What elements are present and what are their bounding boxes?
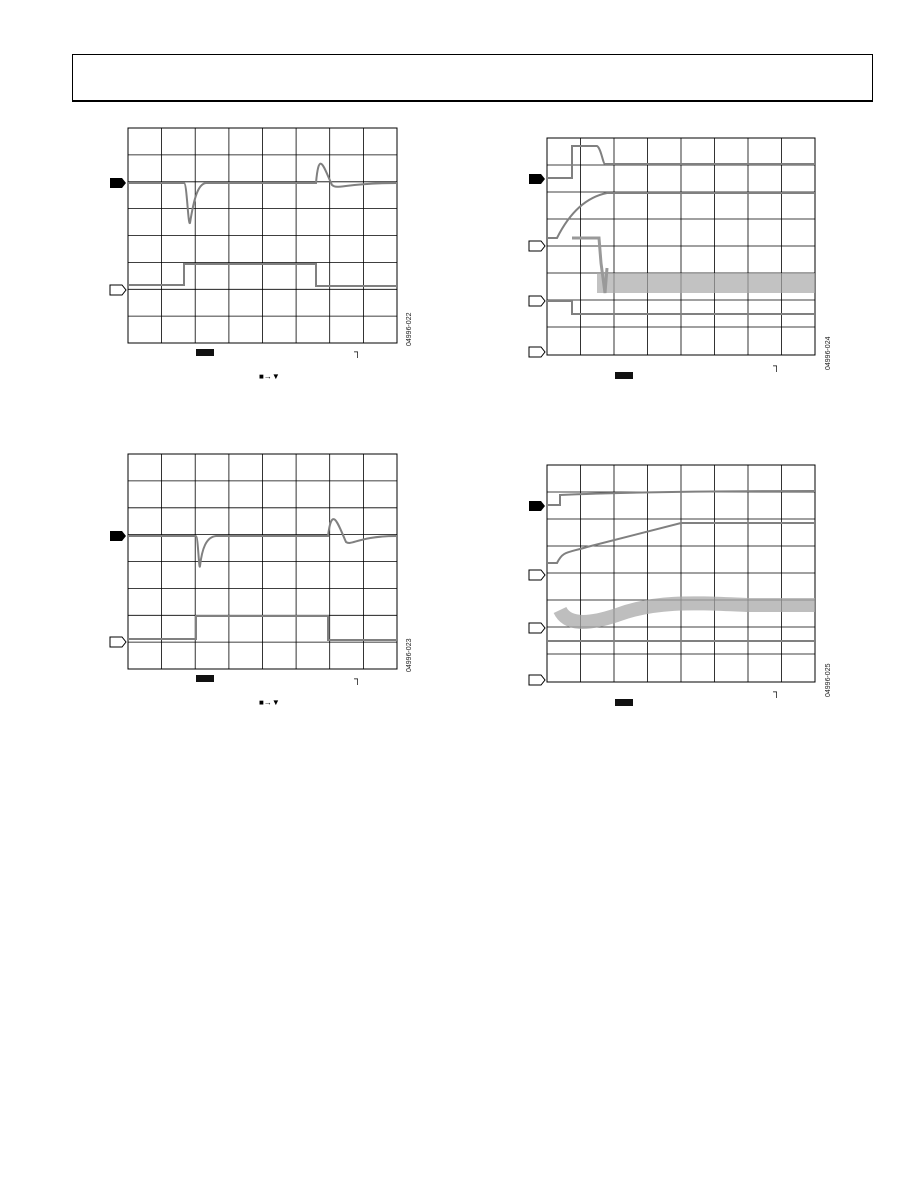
scope-2-grid: [547, 138, 815, 355]
scope-1-grid: [128, 128, 397, 343]
channel-marker-icon: [110, 178, 126, 188]
figure-code: 04996-024: [825, 336, 832, 370]
figure-code: 04996-022: [406, 312, 413, 346]
channel-marker-icon: [529, 675, 545, 685]
channel-marker-icon: [529, 174, 545, 184]
channel-label-block: [615, 372, 633, 379]
oscilloscope-figure-3: [108, 454, 413, 707]
channel-marker-icon: [529, 347, 545, 357]
channel-marker-icon: [110, 285, 126, 295]
scope-3-screen: [108, 454, 408, 674]
scope-3-grid: [128, 454, 397, 669]
channel-marker-icon: [529, 501, 545, 511]
channel-label-block: [615, 699, 633, 706]
trigger-edge-icon: ┐: [354, 347, 362, 358]
trigger-edge-icon: ┐: [354, 674, 362, 685]
scope-1-screen: [108, 128, 408, 343]
channel-marker-icon: [529, 623, 545, 633]
trigger-position-icon: ■→▼: [259, 372, 280, 381]
scope-2-screen: [527, 138, 827, 358]
trigger-position-icon: ■→▼: [259, 698, 280, 707]
channel-marker-icon: [110, 637, 126, 647]
channel-marker-icon: [529, 241, 545, 251]
scope-4-screen: [527, 465, 827, 690]
oscilloscope-figure-1: [108, 128, 413, 381]
channel-label-block: [196, 349, 214, 356]
figure-code: 04996-025: [825, 663, 832, 697]
trigger-edge-icon: ┐: [773, 361, 781, 372]
channel-label-block: [196, 675, 214, 682]
page-header-box: [72, 54, 873, 102]
channel-marker-icon: [110, 531, 126, 541]
scope-4-grid: [547, 465, 815, 682]
figure-code: 04996-023: [406, 638, 413, 672]
channel-marker-icon: [529, 570, 545, 580]
scope-2-noise-band: [597, 273, 815, 293]
channel-marker-icon: [529, 296, 545, 306]
oscilloscope-figure-2: [527, 138, 832, 372]
oscilloscope-figure-4: [527, 465, 832, 698]
trigger-edge-icon: ┐: [773, 687, 781, 698]
